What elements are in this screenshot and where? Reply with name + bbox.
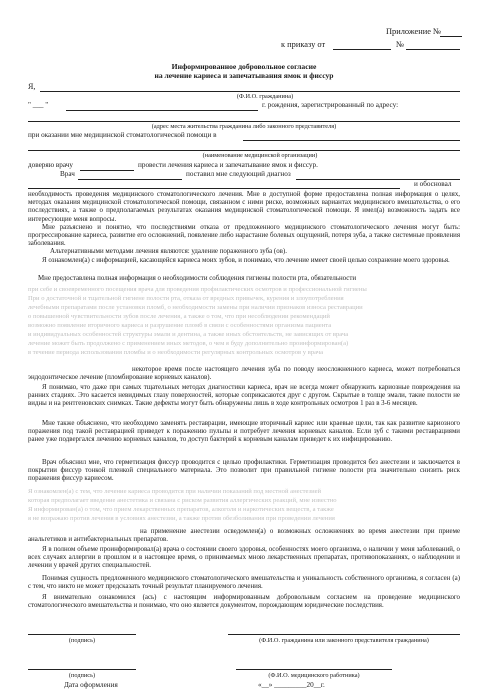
diagnosis-field-2[interactable] xyxy=(28,188,400,189)
doctor-signature-field[interactable] xyxy=(28,669,136,670)
signature-hint-1: (подпись) xyxy=(68,637,96,644)
paragraph-10: на применение анестезии осведомлен(а) о возможных осложнениях во время анестезии при приеме анальгетиков и антибактериальных препаратов. xyxy=(28,528,460,544)
appendix-label: Приложение № xyxy=(386,27,442,36)
faint-line-1: при себе и своевременного посещения врача для проведения профилактических осмотров и профессиональной гигиены xyxy=(28,286,367,293)
fio-hint: (Ф.И.О. гражданина) xyxy=(236,93,294,100)
diagnosis-text: поставил мне следующий диагноз xyxy=(186,170,291,178)
doctor-name-hint: (Ф.И.О. медицинского работника) xyxy=(268,672,360,679)
faint-line-2: При о достаточной и тщательной гигиене полости рта, отказа от вредных привычек, курения и злоупотребления xyxy=(28,295,344,302)
paragraph-9: Врач объяснил мне, что герметизация фиссур проводится с целью профилактики. Герметизация проводится без анестезии и заключается в покрытии фиссур тонкой пленкой специального материала. Это позволит при правильной гигиене полости рта значительно снизить риск поражения фиссур кариесом. xyxy=(28,459,460,483)
paragraph-12: Понимая сущность предложенного медицинского стоматологического вмешательства и уникальность собственного организма, я согласен (а) с тем, что никто не может предсказать точный результат планируемого лечения. xyxy=(28,575,460,591)
appendix-number-blank[interactable] xyxy=(440,36,462,37)
address-hint: (адрес места жительства гражданина либо законного представителя) xyxy=(151,123,337,130)
justified-text: и обосновал xyxy=(414,180,452,188)
paragraph-8: Мне также объяснено, что необходимо заменять реставрации, имеющие вторичный кариес или краевые щели, так как развитие кариозного поражения под такой реставрацией приведет к поражению пульпы и потребует лечения корневых каналов. Если зуб с такими реставрациями ранее уже подвергался лечению корневых каналов, то доступ бактерий к корневым каналам приведет к их инфицированию. xyxy=(28,420,460,444)
paragraph-2: Мне разъяснено и понятно, что последствиями отказа от предложенного медицинского стоматологического лечения могут быть: прогрессирование кариеса, развитие его осложнений, появление либо нарастание болевых ощущений, потеря зуба, а также системные проявления заболевания. xyxy=(28,224,460,248)
paragraph-6: некоторое время после настоящего лечения зуба по поводу неосложненного кариеса, может потребоваться эндодонтическое лечение (пломбирование корневых каналов). xyxy=(28,366,460,382)
faint-line2-3: Я информирован(а) о том, что прием лекарственных препаратов, алкоголя и наркотических веществ, а также xyxy=(28,506,334,513)
faint-line-8: в течение периода использования пломбы и о необходимости регулярных контрольных осмотров у врача xyxy=(28,349,324,356)
doctor-name-field[interactable] xyxy=(80,170,134,171)
trust-doctor-label: доверяю врачу xyxy=(28,161,73,169)
faint-line-5: возможно появление вторичного кариеса и разрушение пломб в связи с особенностями организма пациента xyxy=(28,322,332,329)
faint-line-3: лечебными препаратами после установки пломб, о необходимости замены при наличии признаков износа реставрации xyxy=(28,304,363,311)
faint-line-6: и индивидуальных особенностей структуры эмали и дентина, а также иных обстоятельств, не зависящих от врача xyxy=(28,331,349,338)
faint-line2-4: я не возражаю против лечения в условиях анестезии, а также против обезболивания при проведении лечения xyxy=(28,515,335,522)
date-label: Дата оформления xyxy=(64,681,118,689)
paragraph-4: Я ознакомлен(а) с информацией, касающейся кариеса моих зубов, и понимаю, что лечение имеет своей целью сохранение моего здоровья. xyxy=(42,257,450,264)
birth-date-field[interactable] xyxy=(66,110,258,111)
doctor-label: Врач xyxy=(60,170,75,178)
order-no-sign: № xyxy=(396,40,404,49)
patient-signature-field[interactable] xyxy=(28,634,136,635)
org-prefix: при оказании мне медицинской стоматологической помощи в xyxy=(28,131,217,139)
birth-text: г. рождения, зарегистрированный по адресу: xyxy=(262,101,399,109)
patient-name-hint: (Ф.И.О. гражданина или законного представителя гражданина) xyxy=(259,637,429,644)
org-field-1[interactable] xyxy=(243,140,460,141)
faint-line-4: о повышенной чувствительности зубов после лечения, а также о том, что при несоблюдении рекомендаций xyxy=(28,313,330,320)
patient-name-field[interactable] xyxy=(228,634,460,635)
faint-line2-1: Я ознакомлен(а) с тем, что лечение кариеса проводится при наличии показаний под местной анестезией xyxy=(28,488,322,495)
paragraph-1: необходимость проведения медицинского стоматологического лечения. Мне в доступной форме предоставлена полная информация о целях, методах оказания медицинской стоматологической помощи, связанном с ними риске, возможных вариантах медицинского вмешательства, о его последствиях, а также о предполагаемых результатах оказания медицинской стоматологической помощи. Я имел(а) возможность задать все интересующие меня вопросы. xyxy=(28,191,460,223)
order-number-blank[interactable] xyxy=(406,49,460,50)
doctor-field[interactable] xyxy=(78,179,182,180)
paragraph-13: Я внимательно ознакомился (ась) с настоящим информированным добровольным согласием на проведение медицинского стоматологического вмешательства и понимаю, что оно является документом, порождающим юридические последствия. xyxy=(28,594,460,610)
org-hint: (наименование медицинской организации) xyxy=(202,152,318,159)
document-title-line1: Информированное добровольное согласие xyxy=(171,62,317,71)
signature-hint-2: (подпись) xyxy=(68,672,96,679)
order-prefix: к приказу от xyxy=(281,40,326,49)
date-value[interactable]: «__» _________20__г. xyxy=(258,681,325,689)
procedure-text: провести лечения кариеса и запечатывание ямок и фиссур. xyxy=(138,161,318,169)
order-date-blank[interactable] xyxy=(333,49,391,50)
paragraph-7: Я понимаю, что даже при самых тщательных методах диагностики кариеса, врач не всегда может обнаружить кариозные повреждения на ранних стадиях. Это касается невидимых глазу поверхностей, которые соприкасаются друг с другом. Скрытые в толще эмали, такие полости не видны и на рентгеновских снимках. Такие дефекты могут быть обнаружены лишь в ходе контрольных осмотров 1 раз в 3-6 месяцев. xyxy=(28,384,460,408)
paragraph-3: Альтернативными методами лечения являются: удаление пораженного зуба (ов). xyxy=(50,248,287,255)
document-title-line2: на лечение кариеса и запечатывания ямок и фиссур xyxy=(154,71,334,80)
paragraph-11: Я в полном объеме проинформировал(а) врача о состоянии своего здоровья, особенностях моего организма, о наличии у меня заболеваний, о всех случаях аллергии в прошлом и в настоящее время, о принимаемых мною лекарственных препаратах, противопоказаниях, о наблюдении и лечении у врачей других специальностей. xyxy=(28,546,460,570)
doctor-name-field[interactable] xyxy=(236,669,392,670)
faint-line2-2: которая предполагает введение анестетика и связана с риском развития аллергических реакций, мне известно xyxy=(28,497,337,504)
faint-line-7: лечение может быть продолжено с применением иных методов, о чем я буду дополнительно проинформирован(а) xyxy=(28,340,349,347)
paragraph-5: Мне предоставлена полная информация о необходимости соблюдения гигиены полости рта, обязательности xyxy=(38,275,357,282)
birth-day-quote: " ___ " xyxy=(28,101,49,109)
i-prefix: Я, xyxy=(28,82,36,91)
